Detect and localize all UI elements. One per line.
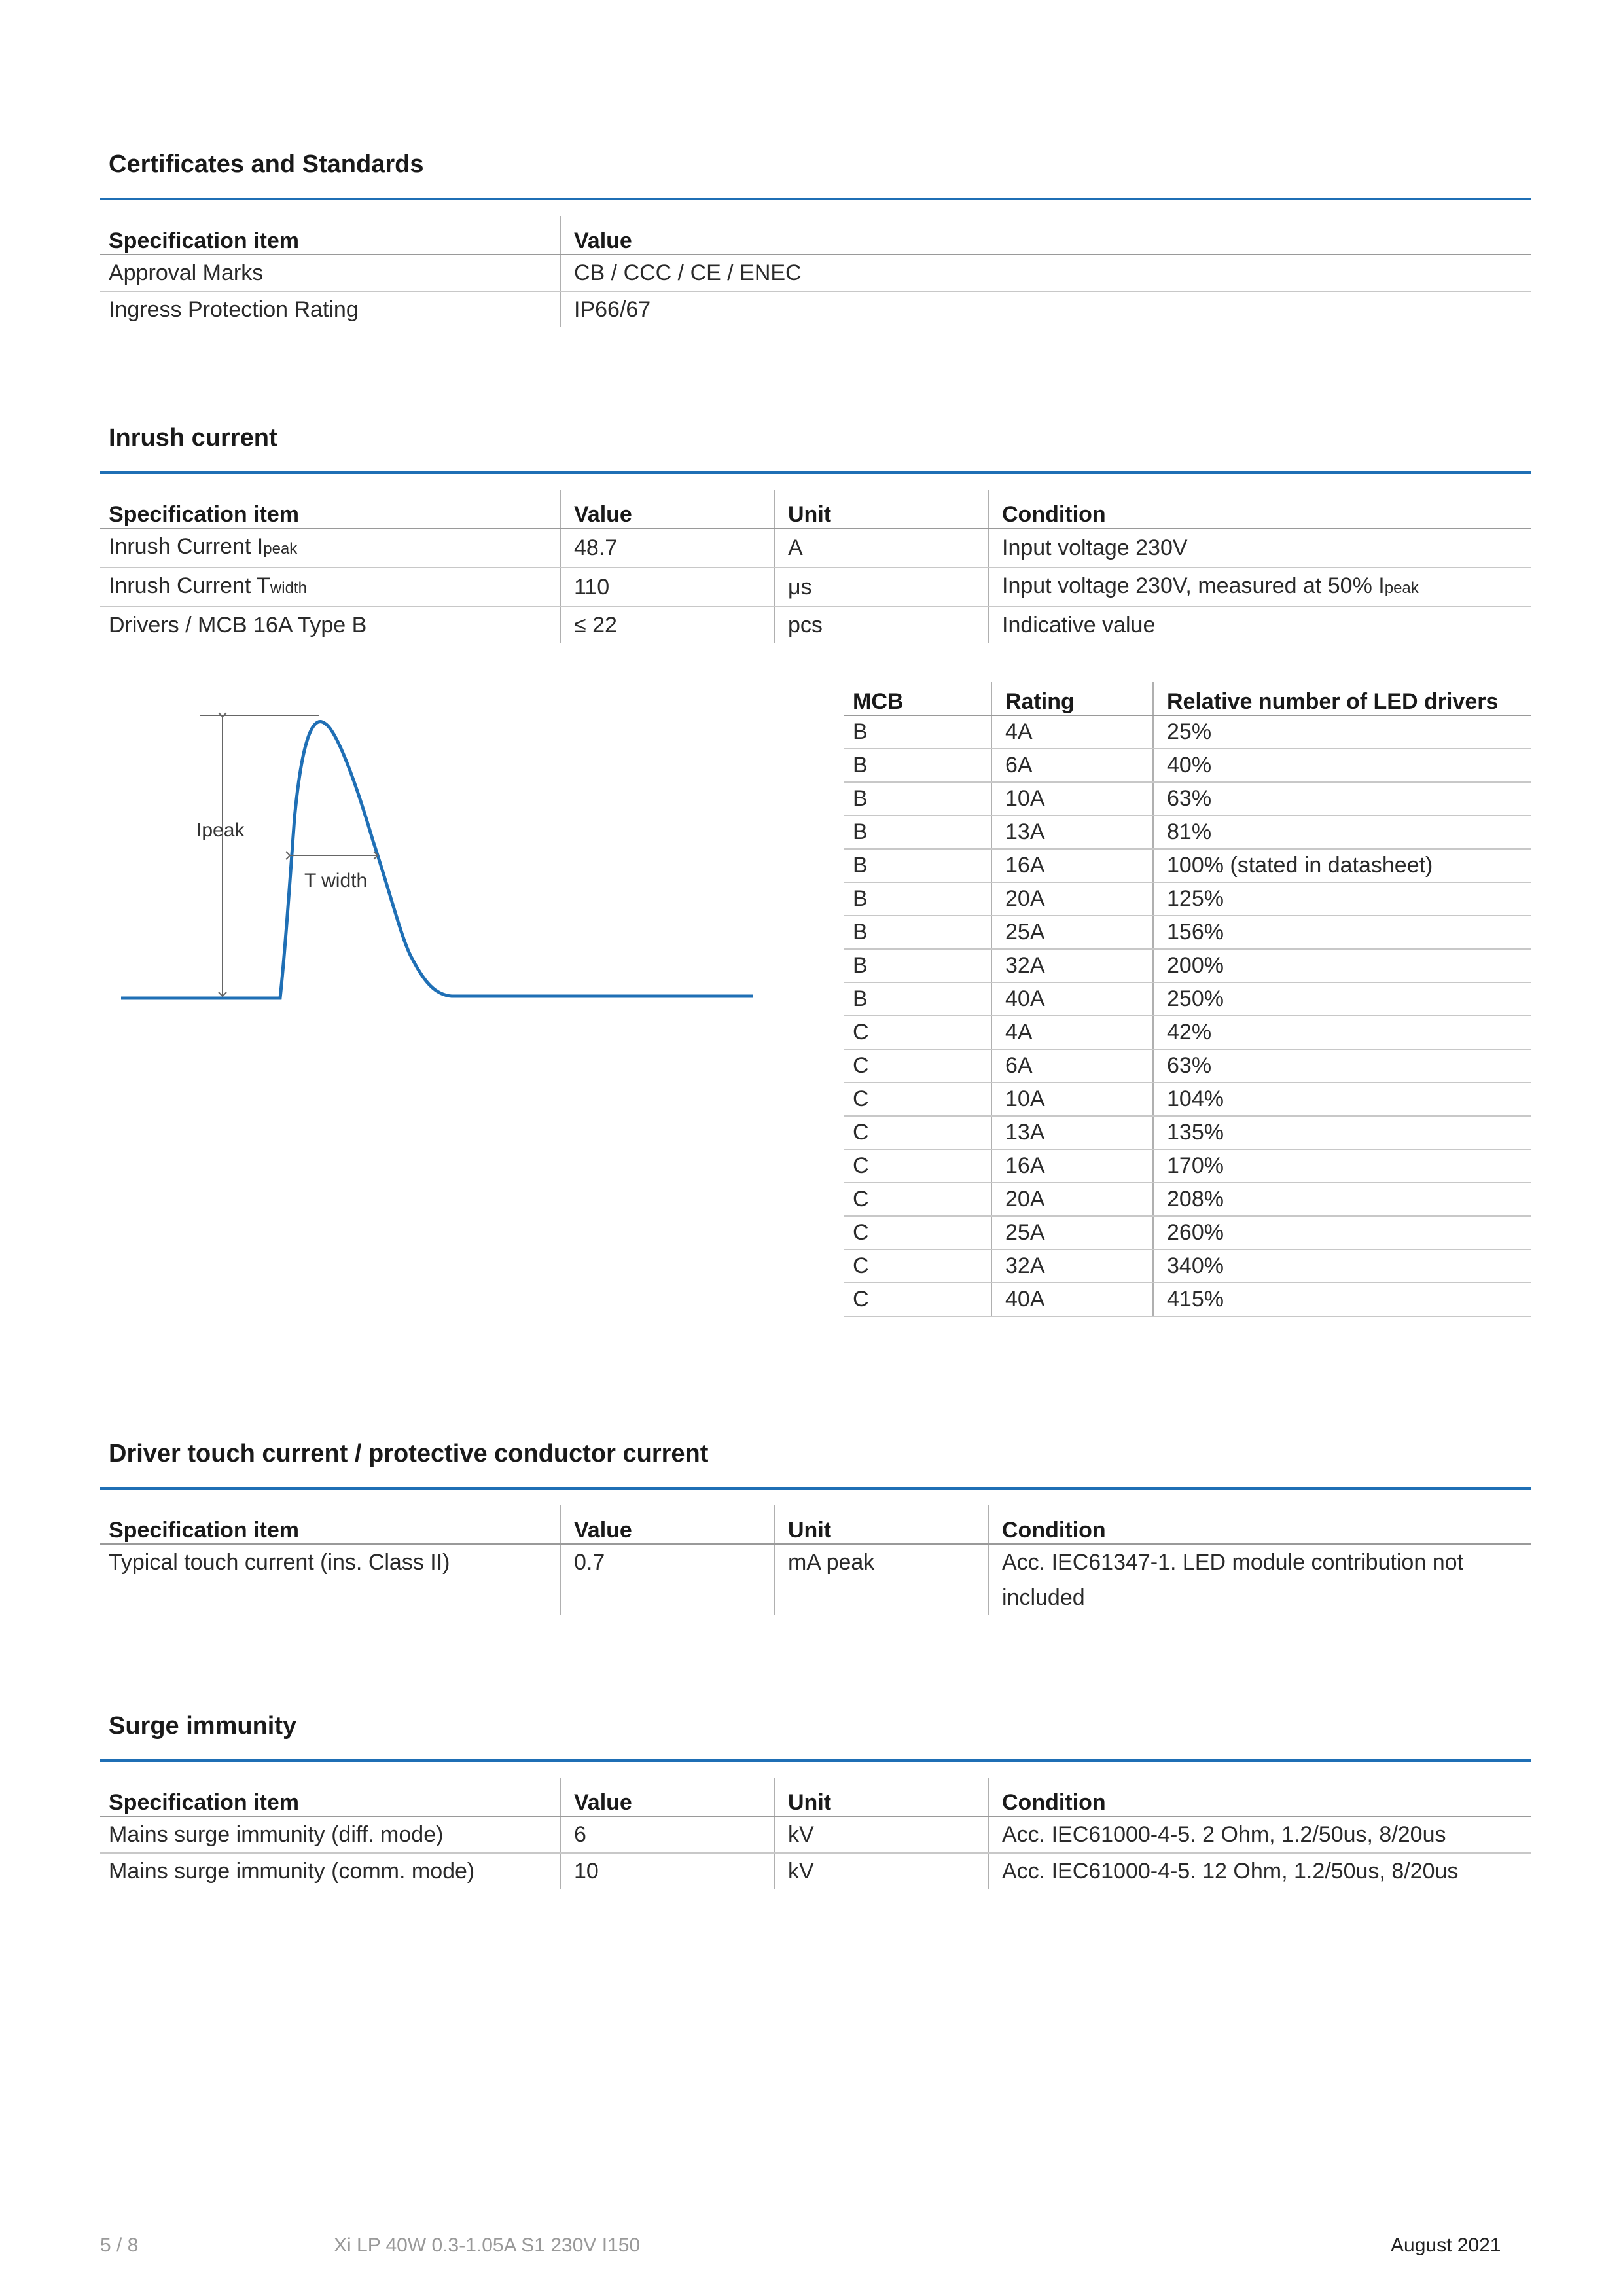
item-subscript: width bbox=[270, 579, 307, 597]
cell-mcb-type: B bbox=[844, 882, 991, 916]
header-spec-item: Specification item bbox=[100, 216, 560, 255]
cell-unit: pcs bbox=[774, 607, 988, 643]
table-row bbox=[844, 1083, 1531, 1116]
table-row bbox=[844, 1216, 1531, 1249]
cell-value: CB / CCC / CE / ENEC bbox=[560, 255, 1531, 291]
cell-spec-item: Approval Marks bbox=[100, 255, 560, 291]
cell-unit: μs bbox=[774, 567, 988, 607]
cell-spec-item: Typical touch current (ins. Class II) bbox=[109, 1550, 450, 1575]
cell-relative-number: 340% bbox=[1153, 1249, 1531, 1283]
cell-condition: Acc. IEC61000-4-5. 2 Ohm, 1.2/50us, 8/20us bbox=[988, 1816, 1531, 1853]
cell-spec-item bbox=[100, 528, 560, 567]
cell-relative-number: 170% bbox=[1153, 1149, 1531, 1183]
certificates-divider bbox=[100, 198, 1531, 200]
cell-mcb-type: B bbox=[844, 816, 991, 849]
cell-relative-number: 40% bbox=[1153, 749, 1531, 782]
cell-mcb-type: C bbox=[844, 1016, 991, 1049]
table-row bbox=[100, 607, 1531, 643]
cell-relative-number: 25% bbox=[1153, 715, 1531, 749]
cell-value: 48.7 bbox=[560, 528, 774, 567]
header-rating: Rating bbox=[991, 682, 1153, 715]
footer-product-name: Xi LP 40W 0.3-1.05A S1 230V I150 bbox=[334, 2234, 641, 2256]
cell-rating: 10A bbox=[991, 1083, 1153, 1116]
footer-page-number: 5 / 8 bbox=[100, 2234, 139, 2256]
cell-unit: A bbox=[774, 528, 988, 567]
cell-relative-number: 81% bbox=[1153, 816, 1531, 849]
surge-title: Surge immunity bbox=[109, 1712, 297, 1740]
table-header-row bbox=[844, 682, 1531, 715]
cell-spec-item: Mains surge immunity (comm. mode) bbox=[109, 1859, 475, 1884]
cell-condition bbox=[988, 567, 1531, 607]
cell-mcb-type: C bbox=[844, 1083, 991, 1116]
condition-text: Input voltage 230V bbox=[1002, 535, 1188, 560]
condition-text: Input voltage 230V, measured at 50% I bbox=[1002, 573, 1385, 598]
table-row bbox=[100, 291, 1531, 327]
inrush-waveform-diagram bbox=[111, 694, 766, 1021]
cell-mcb-type: C bbox=[844, 1283, 991, 1316]
touch-current-title: Driver touch current / protective conductor current bbox=[109, 1440, 709, 1467]
touch-current-divider bbox=[100, 1487, 1531, 1490]
footer-date: August 2021 bbox=[1391, 2234, 1501, 2256]
cell-rating: 20A bbox=[991, 1183, 1153, 1216]
cell-mcb-type: B bbox=[844, 916, 991, 949]
cell-rating: 4A bbox=[991, 1016, 1153, 1049]
twidth-label: T width bbox=[304, 870, 368, 891]
touch-current-table bbox=[100, 1505, 1531, 1615]
ipeak-label: Ipeak bbox=[196, 819, 245, 841]
cell-relative-number: 260% bbox=[1153, 1216, 1531, 1249]
table-row bbox=[844, 715, 1531, 749]
cell-mcb-type: B bbox=[844, 782, 991, 816]
header-condition: Condition bbox=[988, 490, 1531, 528]
certificates-title: Certificates and Standards bbox=[109, 151, 424, 178]
cell-mcb-type: B bbox=[844, 715, 991, 749]
table-row bbox=[844, 949, 1531, 982]
table-row bbox=[844, 1283, 1531, 1316]
table-row bbox=[844, 982, 1531, 1016]
cell-condition bbox=[988, 607, 1531, 643]
cell-relative-number: 200% bbox=[1153, 949, 1531, 982]
header-mcb: MCB bbox=[844, 682, 991, 715]
table-header-row bbox=[100, 1778, 1531, 1816]
cell-value: 6 bbox=[560, 1816, 774, 1853]
cell-unit: kV bbox=[774, 1853, 988, 1889]
header-spec-item: Specification item bbox=[100, 490, 560, 528]
cell-relative-number: 42% bbox=[1153, 1016, 1531, 1049]
cell-mcb-type: B bbox=[844, 949, 991, 982]
item-text: Drivers / MCB 16A Type B bbox=[109, 613, 367, 637]
table-row bbox=[844, 782, 1531, 816]
table-row bbox=[844, 1183, 1531, 1216]
table-row bbox=[844, 916, 1531, 949]
table-row bbox=[844, 749, 1531, 782]
cell-relative-number: 135% bbox=[1153, 1116, 1531, 1149]
cell-rating: 32A bbox=[991, 949, 1153, 982]
table-row bbox=[844, 816, 1531, 849]
cell-rating: 25A bbox=[991, 916, 1153, 949]
cell-relative-number: 125% bbox=[1153, 882, 1531, 916]
table-header-row bbox=[100, 490, 1531, 528]
cell-rating: 13A bbox=[991, 1116, 1153, 1149]
condition-subscript: peak bbox=[1384, 579, 1419, 597]
cell-unit: kV bbox=[774, 1816, 988, 1853]
cell-rating: 32A bbox=[991, 1249, 1153, 1283]
table-row bbox=[844, 1249, 1531, 1283]
table-row bbox=[100, 567, 1531, 607]
surge-divider bbox=[100, 1759, 1531, 1762]
item-text: Inrush Current I bbox=[109, 534, 264, 559]
table-row bbox=[844, 849, 1531, 882]
table-row bbox=[100, 528, 1531, 567]
header-value: Value bbox=[560, 1505, 774, 1544]
table-row bbox=[844, 1116, 1531, 1149]
cell-mcb-type: B bbox=[844, 849, 991, 882]
header-unit: Unit bbox=[774, 490, 988, 528]
table-row bbox=[844, 1016, 1531, 1049]
table-row bbox=[100, 1816, 1531, 1853]
cell-rating: 40A bbox=[991, 1283, 1153, 1316]
surge-table bbox=[100, 1778, 1531, 1889]
cell-mcb-type: C bbox=[844, 1149, 991, 1183]
cell-rating: 40A bbox=[991, 982, 1153, 1016]
cell-relative-number: 63% bbox=[1153, 1049, 1531, 1083]
condition-text: Indicative value bbox=[1002, 613, 1156, 637]
waveform-curve bbox=[121, 722, 753, 998]
cell-mcb-type: C bbox=[844, 1116, 991, 1149]
inrush-table bbox=[100, 490, 1531, 643]
cell-condition: Acc. IEC61347-1. LED module contribution not included bbox=[988, 1544, 1531, 1615]
cell-relative-number: 63% bbox=[1153, 782, 1531, 816]
header-spec-item: Specification item bbox=[100, 1505, 560, 1544]
header-value: Value bbox=[560, 216, 1531, 255]
cell-mcb-type: B bbox=[844, 982, 991, 1016]
cell-rating: 10A bbox=[991, 782, 1153, 816]
table-row bbox=[100, 255, 1531, 291]
cell-rating: 6A bbox=[991, 749, 1153, 782]
cell-rating: 16A bbox=[991, 1149, 1153, 1183]
cell-spec-item bbox=[100, 567, 560, 607]
cell-rating: 6A bbox=[991, 1049, 1153, 1083]
cell-relative-number: 104% bbox=[1153, 1083, 1531, 1116]
mcb-table bbox=[844, 682, 1531, 1317]
header-relative-number: Relative number of LED drivers bbox=[1153, 682, 1531, 715]
header-unit: Unit bbox=[774, 1778, 988, 1816]
cell-mcb-type: C bbox=[844, 1049, 991, 1083]
cell-rating: 16A bbox=[991, 849, 1153, 882]
cell-mcb-type: C bbox=[844, 1183, 991, 1216]
header-spec-item: Specification item bbox=[100, 1778, 560, 1816]
cell-condition bbox=[988, 528, 1531, 567]
cell-spec-item: Mains surge immunity (diff. mode) bbox=[100, 1816, 560, 1853]
table-row bbox=[100, 1853, 1531, 1889]
cell-value: 10 bbox=[560, 1853, 774, 1889]
cell-spec-item bbox=[100, 607, 560, 643]
cell-rating: 25A bbox=[991, 1216, 1153, 1249]
cell-spec-item: Ingress Protection Rating bbox=[109, 297, 359, 322]
header-value: Value bbox=[560, 490, 774, 528]
header-unit: Unit bbox=[774, 1505, 988, 1544]
cell-relative-number: 156% bbox=[1153, 916, 1531, 949]
table-header-row bbox=[100, 216, 1531, 255]
cell-value: 0.7 bbox=[560, 1544, 774, 1615]
cell-value: IP66/67 bbox=[560, 291, 1531, 327]
cell-mcb-type: C bbox=[844, 1216, 991, 1249]
item-subscript: peak bbox=[263, 540, 298, 558]
table-row bbox=[844, 1149, 1531, 1183]
cell-relative-number: 415% bbox=[1153, 1283, 1531, 1316]
item-text: Inrush Current T bbox=[109, 573, 270, 598]
header-value: Value bbox=[560, 1778, 774, 1816]
inrush-divider bbox=[100, 471, 1531, 474]
cell-unit: mA peak bbox=[774, 1544, 988, 1615]
cell-rating: 20A bbox=[991, 882, 1153, 916]
cell-relative-number: 250% bbox=[1153, 982, 1531, 1016]
header-condition: Condition bbox=[988, 1505, 1531, 1544]
header-condition: Condition bbox=[988, 1778, 1531, 1816]
cell-rating: 13A bbox=[991, 816, 1153, 849]
table-header-row bbox=[100, 1505, 1531, 1544]
cell-mcb-type: C bbox=[844, 1249, 991, 1283]
cell-relative-number: 208% bbox=[1153, 1183, 1531, 1216]
inrush-title: Inrush current bbox=[109, 424, 277, 452]
cell-mcb-type: B bbox=[844, 749, 991, 782]
cell-rating: 4A bbox=[991, 715, 1153, 749]
certificates-table bbox=[100, 216, 1531, 327]
table-row bbox=[100, 1544, 1531, 1615]
cell-value: ≤ 22 bbox=[560, 607, 774, 643]
cell-value: 110 bbox=[560, 567, 774, 607]
cell-relative-number: 100% (stated in datasheet) bbox=[1153, 849, 1531, 882]
table-row bbox=[844, 882, 1531, 916]
table-row bbox=[844, 1049, 1531, 1083]
cell-condition: Acc. IEC61000-4-5. 12 Ohm, 1.2/50us, 8/20us bbox=[988, 1853, 1531, 1889]
